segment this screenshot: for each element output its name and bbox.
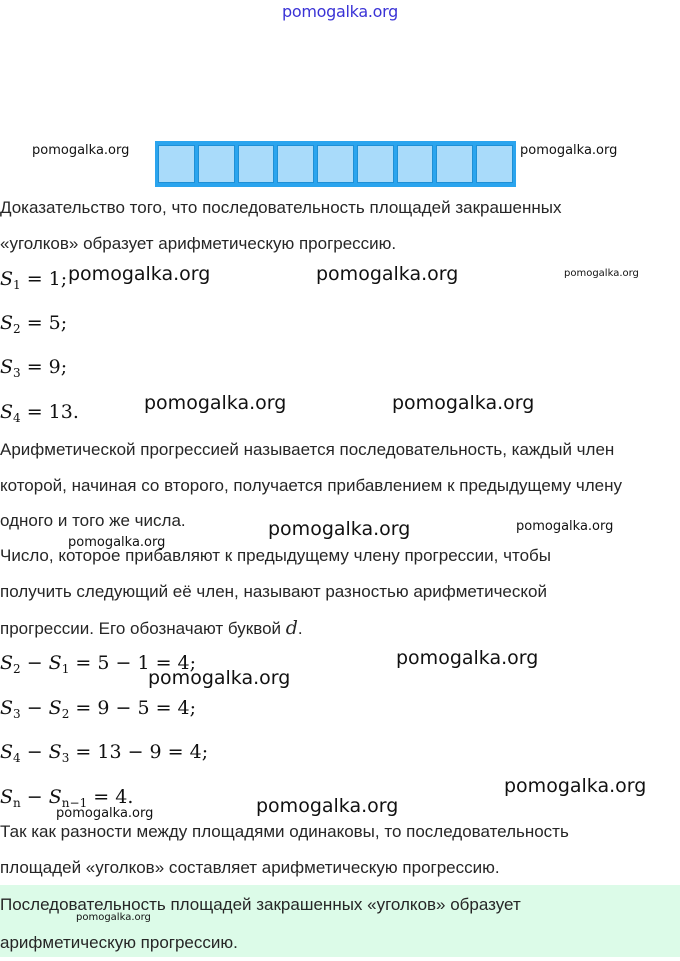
difference-equation-4: $S_n - S_{n-1} = 4$. [0, 786, 134, 810]
watermark: pomogalka.org [256, 795, 399, 817]
area-var: S [0, 312, 14, 334]
difference-line-1: Число, которое прибавляют к предыдущему члену прогрессии, чтобы [0, 546, 551, 565]
difference-equation-2: $S_3 - S_2 = 9 - 5 = 4$; [0, 697, 197, 721]
figure-cell [158, 145, 195, 183]
area-rhs: = 5; [26, 312, 68, 334]
watermark: pomogalka.org [316, 263, 459, 285]
therefore-line-2: площадей «уголков» составляет арифметическую прогрессию. [0, 858, 500, 877]
area-var: S [0, 356, 14, 378]
area-equation-4 [0, 401, 79, 425]
eq-rhs: = 13 − 9 = 4; [75, 741, 209, 763]
eq-sub: n−1 [61, 796, 88, 810]
area-rhs: = 13. [26, 401, 79, 423]
conclusion-line-1: Последовательность площадей закрашенных «уголков» образует [0, 895, 521, 914]
watermark: pomogalka.org [516, 519, 614, 534]
eq-sub: 4 [13, 751, 21, 765]
eq-sub: 2 [61, 707, 70, 721]
area-sub: 3 [13, 366, 21, 380]
difference-equation-3: $S_4 - S_3 = 13 - 9 = 4$; [0, 741, 209, 765]
intro-line-1: Доказательство того, что последовательность площадей закрашенных [0, 198, 562, 217]
intro-line-2: «уголков» образует арифметическую прогрессию. [0, 234, 397, 253]
difference-line-3: прогрессии. Его обозначают буквой d. [0, 617, 303, 639]
area-sub: 2 [13, 322, 21, 336]
watermark: pomogalka.org [396, 647, 539, 669]
figure-cell [357, 145, 394, 183]
area-rhs: = 1; [26, 268, 68, 290]
eq-sub: 1 [61, 662, 70, 676]
eq-sub: 3 [61, 751, 70, 765]
eq-sub: 3 [13, 707, 21, 721]
watermark: pomogalka.org [32, 143, 130, 158]
figure-cell [476, 145, 513, 183]
figure-cell [397, 145, 434, 183]
difference-symbol: d [285, 617, 298, 639]
figure-cell [317, 145, 354, 183]
figure-cell [198, 145, 235, 183]
figure-cell [238, 145, 275, 183]
eq-rhs: = 9 − 5 = 4; [75, 697, 197, 719]
conclusion-box [0, 885, 680, 957]
watermark: pomogalka.org [56, 806, 154, 821]
therefore-line-1: Так как разности между площадями одинаковы, то последовательность [0, 822, 569, 841]
area-sub: 1 [13, 278, 21, 292]
area-rhs: = 9; [26, 356, 68, 378]
conclusion-line-2: арифметическую прогрессию. [0, 933, 238, 952]
watermark: pomogalka.org [68, 263, 211, 285]
figure-cell [277, 145, 314, 183]
area-var: S [0, 268, 14, 290]
area-equation-1 [0, 268, 67, 292]
watermark: pomogalka.org [392, 392, 535, 414]
watermark: pomogalka.org [144, 392, 287, 414]
eq-sub: 2 [13, 662, 21, 676]
difference-equation-1: $S_2 - S_1 = 5 - 1 = 4$; [0, 652, 197, 676]
figure-cell [436, 145, 473, 183]
watermark: pomogalka.org [76, 912, 151, 923]
watermark: pomogalka.org [268, 518, 411, 540]
definition-line-1: Арифметической прогрессией называется последовательность, каждый член [0, 440, 615, 459]
area-equation-2 [0, 312, 67, 336]
difference-line-3-text: прогрессии. Его обозначают буквой [0, 619, 282, 638]
area-var: S [0, 401, 14, 423]
eq-rhs: = 4. [93, 786, 134, 808]
definition-line-2: которой, начиная со второго, получается прибавлением к предыдущему члену [0, 476, 623, 495]
eq-sub: n [13, 796, 21, 810]
definition-line-3: одного и того же числа. [0, 511, 186, 530]
watermark: pomogalka.org [148, 667, 291, 689]
watermark: pomogalka.org [68, 535, 166, 550]
watermark: pomogalka.org [564, 268, 639, 279]
area-equation-3 [0, 356, 67, 380]
corner-squares-figure [155, 141, 516, 187]
area-sub: 4 [13, 411, 21, 425]
watermark: pomogalka.org [520, 143, 618, 158]
site-brand-header[interactable]: pomogalka.org [282, 2, 398, 21]
difference-line-2: получить следующий её член, называют разностью арифметической [0, 582, 547, 601]
watermark: pomogalka.org [504, 775, 647, 797]
eq-rhs: = 5 − 1 = 4; [75, 652, 197, 674]
